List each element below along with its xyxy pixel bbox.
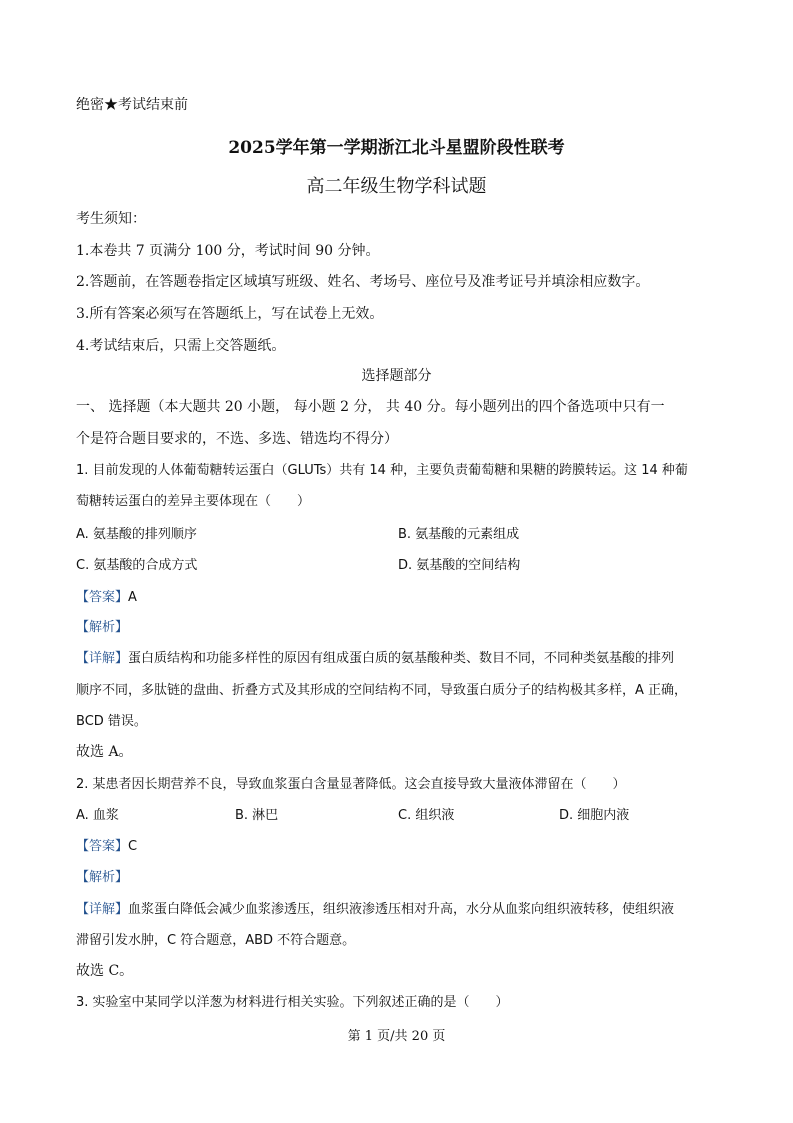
q1-stem-line-2: 萄糖转运蛋白的差异主要体现在（ ） [76, 494, 311, 509]
q1-detail-line-2: 顺序不同，多肽链的盘曲、折叠方式及其形成的空间结构不同，导致蛋白质分子的结构极其多样，A 正确， [76, 683, 688, 698]
detail-text: 蛋白质结构和功能多样性的原因有组成蛋白质的氨基酸种类、数目不同，不同种类氨基酸的排列 [128, 651, 675, 666]
q1-analysis-tag: 【解析】 [76, 620, 129, 635]
notice-item-3: 3.所有答案必须写在答题纸上，写在试卷上无效。 [76, 306, 384, 322]
q2-analysis-tag: 【解析】 [76, 870, 129, 885]
q2-option-a: A. 血浆 [76, 808, 119, 823]
q1-answer [76, 586, 137, 605]
answer-value: C [128, 839, 138, 854]
answer-tag: 【答案】 [76, 590, 129, 605]
q2-option-c: C. 组织液 [398, 808, 455, 823]
notice-item-1: 1.本卷共 7 页满分 100 分，考试时间 90 分钟。 [76, 243, 380, 259]
page-footer: 第 1 页/共 20 页 [347, 1029, 446, 1044]
answer-tag: 【答案】 [76, 839, 129, 854]
confidential-label: 绝密★考试结束前 [76, 97, 188, 113]
q1-detail-line-1 [76, 647, 674, 666]
exam-title: 2025学年第一学期浙江北斗星盟阶段性联考 [228, 138, 565, 158]
section-intro-line-2: 个是符合题目要求的，不选、多选、错选均不得分） [76, 431, 398, 447]
q1-detail-line-3: BCD 错误。 [76, 714, 147, 729]
q2-answer [76, 835, 137, 854]
q1-option-b: B. 氨基酸的元素组成 [398, 527, 520, 542]
notice-item-4: 4.考试结束后，只需上交答题纸。 [76, 338, 286, 354]
q1-option-d: D. 氨基酸的空间结构 [398, 558, 521, 573]
section-part-label: 选择题部分 [361, 368, 432, 384]
q3-stem: 3. 实验室中某同学以洋葱为材料进行相关实验。下列叙述正确的是（ ） [76, 995, 509, 1010]
detail-tag: 【详解】 [76, 651, 129, 666]
notice-item-2: 2.答题前，在答题卷指定区域填写班级、姓名、考场号、座位号及准考证号并填涂相应数字。 [76, 274, 650, 290]
q2-option-d: D. 细胞内液 [559, 808, 630, 823]
q2-option-b: B. 淋巴 [235, 808, 279, 823]
answer-value: A [128, 590, 137, 605]
q1-conclusion: 故选 A。 [76, 744, 133, 760]
q2-stem: 2. 某患者因长期营养不良，导致血浆蛋白含量显著降低。这会直接导致大量液体滞留在（ ） [76, 777, 626, 792]
detail-text: 血浆蛋白降低会减少血浆渗透压，组织液渗透压相对升高，水分从血浆向组织液转移，使组织液 [128, 902, 675, 917]
q2-detail-line-2: 滞留引发水肿，C 符合题意，ABD 不符合题意。 [76, 933, 356, 948]
section-intro-line-1: 一、 选择题（本大题共 20 小题， 每小题 2 分， 共 40 分。每小题列出的四个备选项中只有一 [76, 399, 665, 415]
q2-conclusion: 故选 C。 [76, 963, 134, 979]
detail-tag: 【详解】 [76, 902, 129, 917]
q1-option-c: C. 氨基酸的合成方式 [76, 558, 198, 573]
q1-option-a: A. 氨基酸的排列顺序 [76, 527, 197, 542]
q1-stem-line-1: 1. 目前发现的人体葡萄糖转运蛋白（GLUTs）共有 14 种，主要负责葡萄糖和果糖的跨膜转运。这 14 种葡 [76, 463, 688, 478]
q2-detail-line-1 [76, 898, 674, 917]
exam-subtitle: 高二年级生物学科试题 [306, 176, 487, 197]
notice-heading: 考生须知： [76, 211, 146, 227]
